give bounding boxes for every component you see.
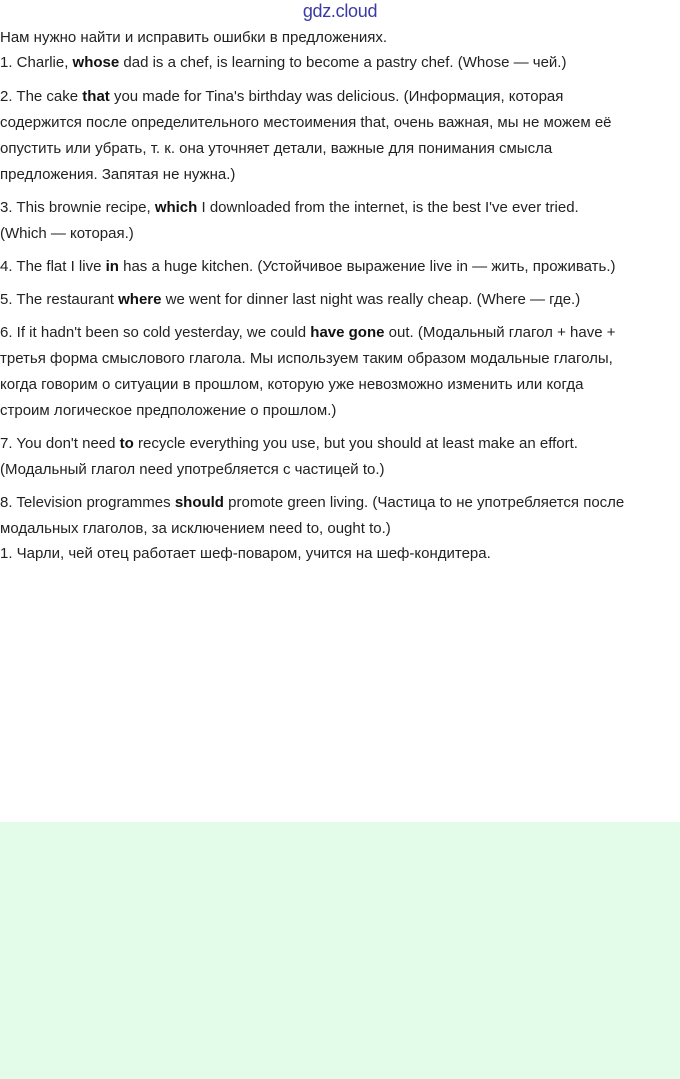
explanation-line [0, 398, 680, 424]
corrected-word: where [118, 291, 162, 308]
text-fragment: строим логическое предположение о прошлом.) [0, 402, 337, 419]
text-fragment: 2. The cake [0, 88, 83, 105]
text-fragment: out. (Модальный глагол + have + [384, 324, 616, 341]
text-fragment: (Which — которая.) [0, 225, 134, 242]
text-fragment: recycle everything you use, but you should at least make an effort. [133, 435, 578, 452]
explanation-line [0, 457, 680, 483]
explanation-line [0, 162, 680, 188]
text-fragment: когда говорим о ситуации в прошлом, которую уже невозможно изменить или когда [0, 376, 584, 393]
explanation-line [0, 320, 680, 346]
text-fragment: we went for dinner last night was really cheap. (Where — где.) [161, 291, 581, 308]
explanation-line [0, 254, 680, 280]
explanation-line [0, 50, 680, 76]
corrected-word: in [105, 258, 119, 275]
answer-box [0, 822, 680, 1079]
explanation-line [0, 195, 680, 221]
corrected-word: whose [72, 54, 120, 71]
corrected-word: that [82, 88, 110, 105]
site-logo[interactable]: gdz.cloud [302, 1, 378, 21]
text-fragment: 6. If it hadn't been so cold yesterday, we could [0, 324, 311, 341]
text-fragment: I downloaded from the internet, is the best I've ever tried. [197, 199, 579, 216]
text-fragment: 7. You don't need [0, 435, 120, 452]
corrected-word: should [174, 494, 224, 511]
text-fragment: 1. Чарли, чей отец работает шеф-поваром, учится на шеф-кондитера. [0, 545, 491, 562]
text-fragment: третья форма смыслового глагола. Мы используем таким образом модальные глаголы, [0, 350, 613, 367]
text-fragment: содержится после определительного местоимения that, очень важная, мы не можем её [0, 114, 612, 131]
explanation-line [0, 372, 680, 398]
explanation-line [0, 431, 680, 457]
explanation-line [0, 287, 680, 313]
text-fragment: has a huge kitchen. (Устойчивое выражение live in — жить, проживать.) [118, 258, 616, 275]
translation-line [0, 541, 680, 567]
text-fragment: 3. This brownie recipe, [0, 199, 155, 216]
text-fragment: you made for Tina's birthday was delicious. (Информация, которая [109, 88, 564, 105]
explanation-line [0, 136, 680, 162]
intro-text: Нам нужно найти и исправить ошибки в предложениях. [0, 29, 388, 46]
text-fragment: (Модальный глагол need употребляется с частицей to.) [0, 461, 385, 478]
text-fragment: опустить или убрать, т. к. она уточняет детали, важные для понимания смысла [0, 140, 553, 157]
explanation-line [0, 516, 680, 542]
text-fragment: 4. The flat I live [0, 258, 106, 275]
explanation-line [0, 84, 680, 110]
text-fragment: 8. Television programmes [0, 494, 175, 511]
text-fragment: 5. The restaurant [0, 291, 119, 308]
explanation-line [0, 346, 680, 372]
corrected-word: to [119, 435, 134, 452]
text-fragment: promote green living. (Частица to не употребляется после [223, 494, 625, 511]
text-fragment: 1. Charlie, [0, 54, 73, 71]
text-fragment: модальных глаголов, за исключением need to, ought to.) [0, 520, 391, 537]
explanation-line [0, 490, 680, 516]
corrected-word: which [154, 199, 198, 216]
text-fragment: предложения. Запятая не нужна.) [0, 166, 236, 183]
explanation-line [0, 221, 680, 247]
text-fragment: dad is a chef, is learning to become a pastry chef. (Whose — чей.) [119, 54, 567, 71]
corrected-word: have gone [310, 324, 385, 341]
explanation-line [0, 110, 680, 136]
